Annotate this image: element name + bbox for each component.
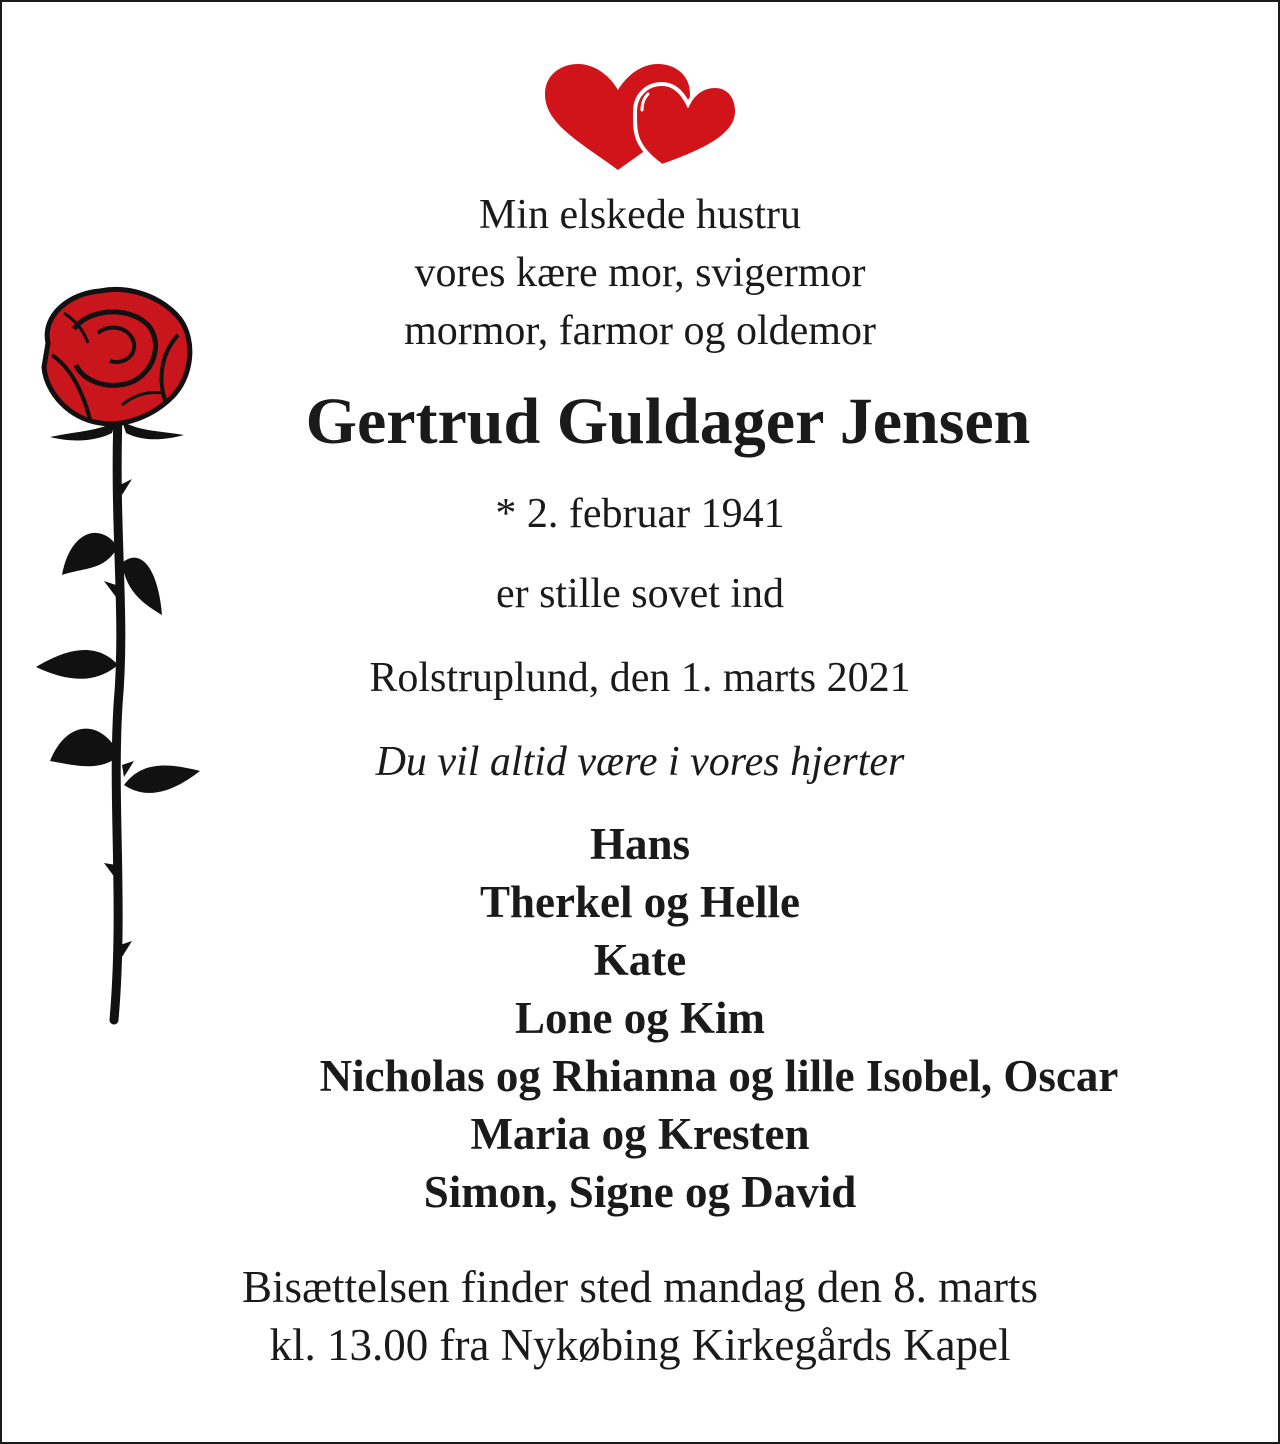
intro-text <box>0 186 1280 360</box>
family-list <box>0 815 1280 1221</box>
service-info <box>0 1258 1280 1374</box>
birth-date: * 2. februar 1941 <box>495 491 785 537</box>
two-hearts-icon <box>540 62 740 172</box>
service-line-2: kl. 13.00 fra Nykøbing Kirkegårds Kapel <box>269 1320 1011 1370</box>
family-member: Lone og Kim <box>514 993 765 1043</box>
verse: Du vil altid være i vores hjerter <box>375 739 905 785</box>
family-member: Maria og Kresten <box>470 1109 810 1159</box>
intro-line-1: Min elskede hustru <box>479 192 801 238</box>
intro-line-3: mormor, farmor og oldemor <box>404 308 876 354</box>
service-line-1: Bisættelsen finder sted mandag den 8. marts <box>241 1262 1039 1312</box>
intro-line-2: vores kære mor, svigermor <box>414 250 866 296</box>
passing-text: er stille sovet ind <box>495 571 785 617</box>
family-member: Simon, Signe og David <box>423 1167 857 1217</box>
family-member: Therkel og Helle <box>480 877 800 927</box>
family-member: Nicholas og Rhianna og lille Isobel, Oscar <box>319 1051 1119 1101</box>
family-member: Hans <box>589 819 691 869</box>
place-and-date: Rolstruplund, den 1. marts 2021 <box>369 655 911 701</box>
family-member: Kate <box>593 935 687 985</box>
deceased-name: Gertrud Guldager Jensen <box>305 385 1031 458</box>
